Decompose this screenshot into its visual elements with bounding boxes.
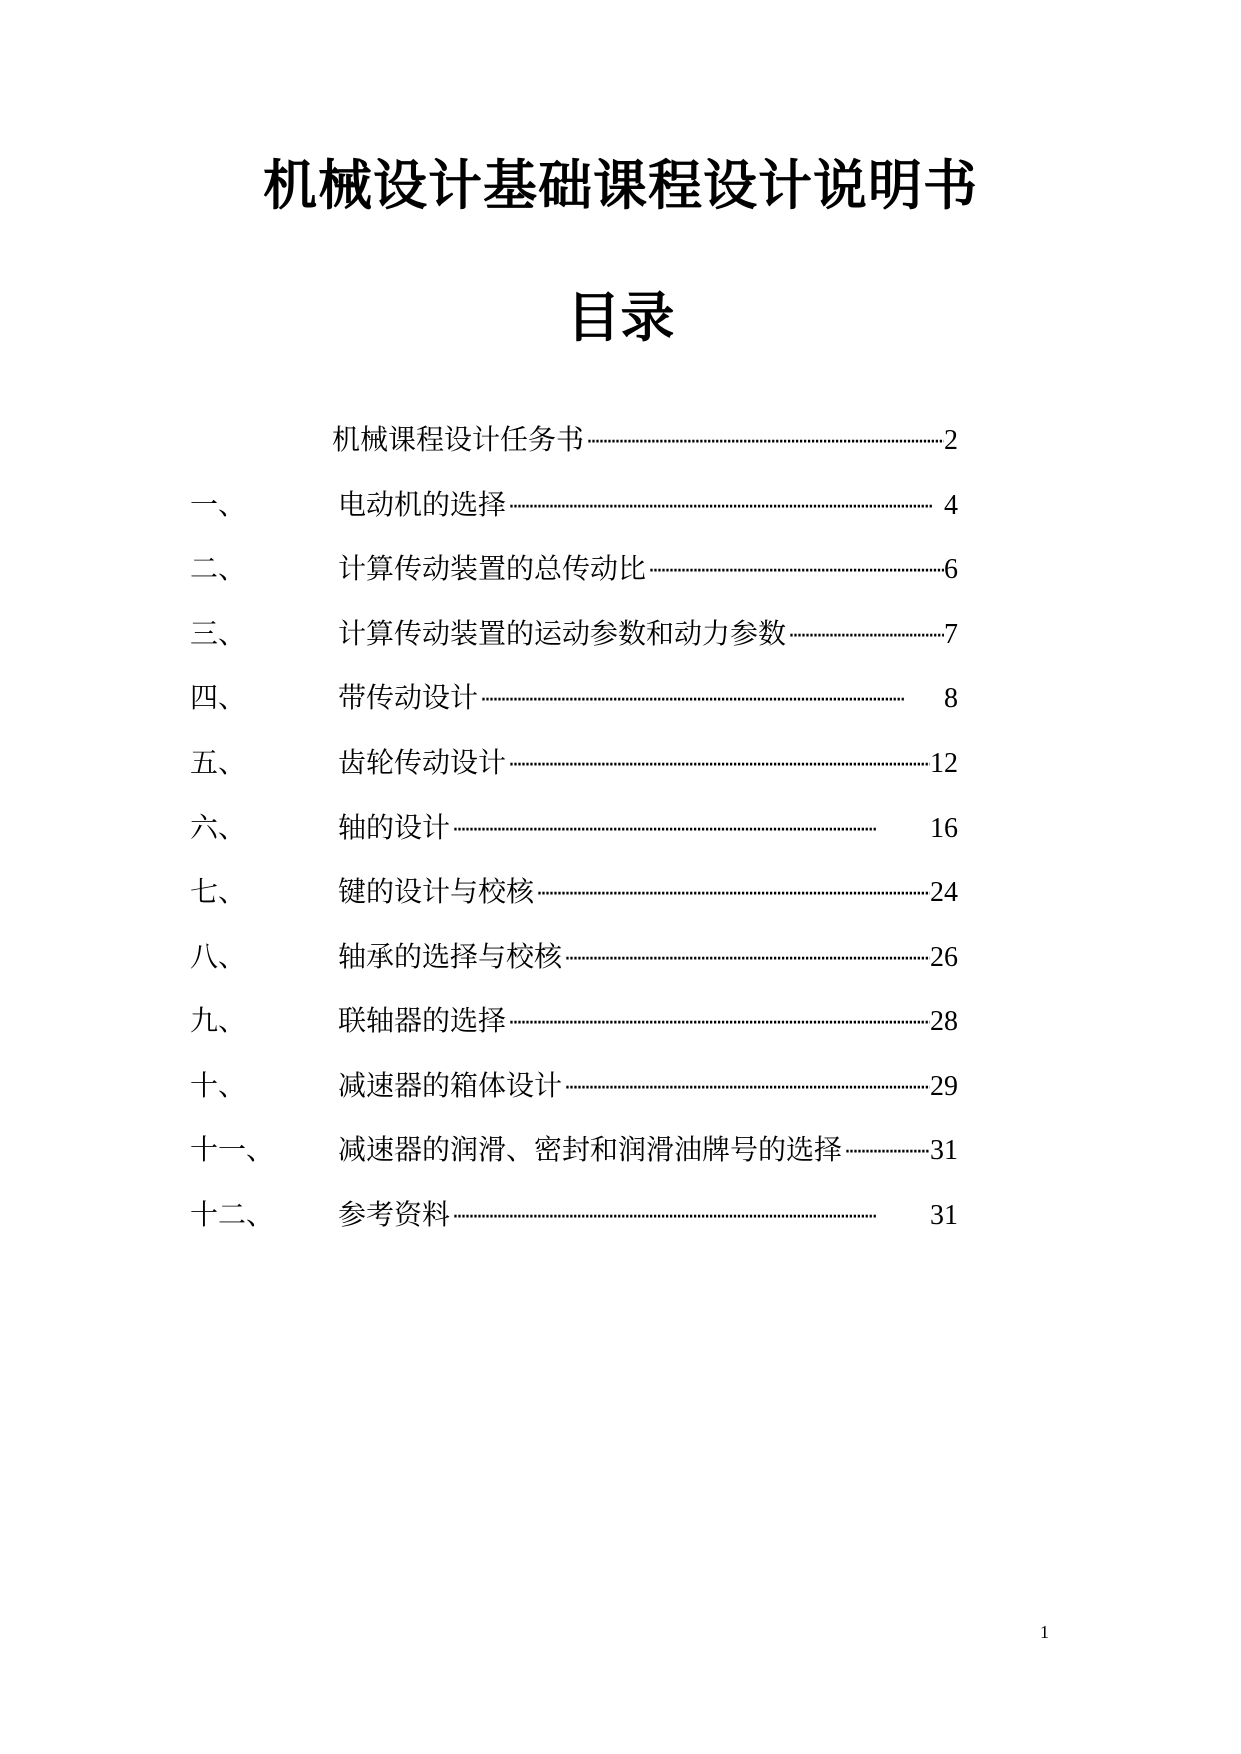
toc-dot-leader <box>506 746 930 786</box>
toc-entry-number: 九、 <box>190 1004 247 1037</box>
toc-dot-leader <box>450 1198 930 1238</box>
toc-dot-leader <box>786 617 944 657</box>
toc-entry-title: 轴的设计 <box>338 811 451 844</box>
toc-entry-page: 7 <box>944 619 958 650</box>
toc-entry-page: 16 <box>930 813 958 844</box>
toc-entry-title: 计算传动装置的运动参数和动力参数 <box>338 617 787 650</box>
toc-dot-leader <box>842 1133 930 1173</box>
toc-entry-number: 三、 <box>190 617 247 650</box>
document-title: 机械设计基础课程设计说明书 <box>263 153 978 217</box>
toc-entry-page: 4 <box>944 490 958 521</box>
toc-entry-number: 十、 <box>190 1069 247 1102</box>
toc-entry-number: 七、 <box>190 875 247 908</box>
toc-entry-page: 2 <box>944 425 958 456</box>
toc-entry-title: 联轴器的选择 <box>338 1004 507 1037</box>
toc-dot-leader <box>450 811 930 851</box>
toc-entry-number: 五、 <box>190 746 247 779</box>
toc-dot-leader <box>562 1069 930 1109</box>
toc-entry-title: 机械课程设计任务书 <box>332 423 585 456</box>
toc-dot-leader <box>584 423 944 463</box>
toc-dot-leader <box>506 488 944 528</box>
toc-entry-title: 减速器的润滑、密封和润滑油牌号的选择 <box>338 1133 843 1166</box>
toc-entry-number: 四、 <box>190 681 247 714</box>
toc-entry-page: 8 <box>944 683 958 714</box>
toc-entry-title: 轴承的选择与校核 <box>338 940 563 973</box>
page-number: 1 <box>1040 1622 1049 1642</box>
toc-entry-title: 带传动设计 <box>338 681 479 714</box>
toc-entry-page: 29 <box>930 1071 958 1102</box>
toc-entry-number: 十二、 <box>190 1198 275 1231</box>
toc-heading: 目录 <box>566 285 675 349</box>
toc-dot-leader <box>646 552 944 592</box>
toc-entry-number: 十一、 <box>190 1133 275 1166</box>
toc-entry-title: 电动机的选择 <box>338 488 507 521</box>
toc-entry-title: 键的设计与校核 <box>338 875 535 908</box>
toc-entry-page: 28 <box>930 1006 958 1037</box>
toc-entry-number: 八、 <box>190 940 247 973</box>
toc-dot-leader <box>478 681 944 721</box>
toc-entry-title: 参考资料 <box>338 1198 451 1231</box>
toc-dot-leader <box>562 940 930 980</box>
toc-entry-page: 24 <box>930 877 958 908</box>
toc-entry-number: 六、 <box>190 811 247 844</box>
toc-entry-number: 一、 <box>190 488 247 521</box>
toc-dot-leader <box>534 875 930 915</box>
toc-entry-title: 齿轮传动设计 <box>338 746 507 779</box>
toc-entry-page: 31 <box>930 1200 958 1231</box>
toc-entry-number: 二、 <box>190 552 247 585</box>
toc-entry-page: 12 <box>930 748 958 779</box>
toc-entry-page: 6 <box>944 554 958 585</box>
toc-entry-title: 计算传动装置的总传动比 <box>338 552 647 585</box>
toc-entry-page: 31 <box>930 1135 958 1166</box>
toc-entry-title: 减速器的箱体设计 <box>338 1069 563 1102</box>
toc-dot-leader <box>506 1004 930 1044</box>
toc-entry-page: 26 <box>930 942 958 973</box>
